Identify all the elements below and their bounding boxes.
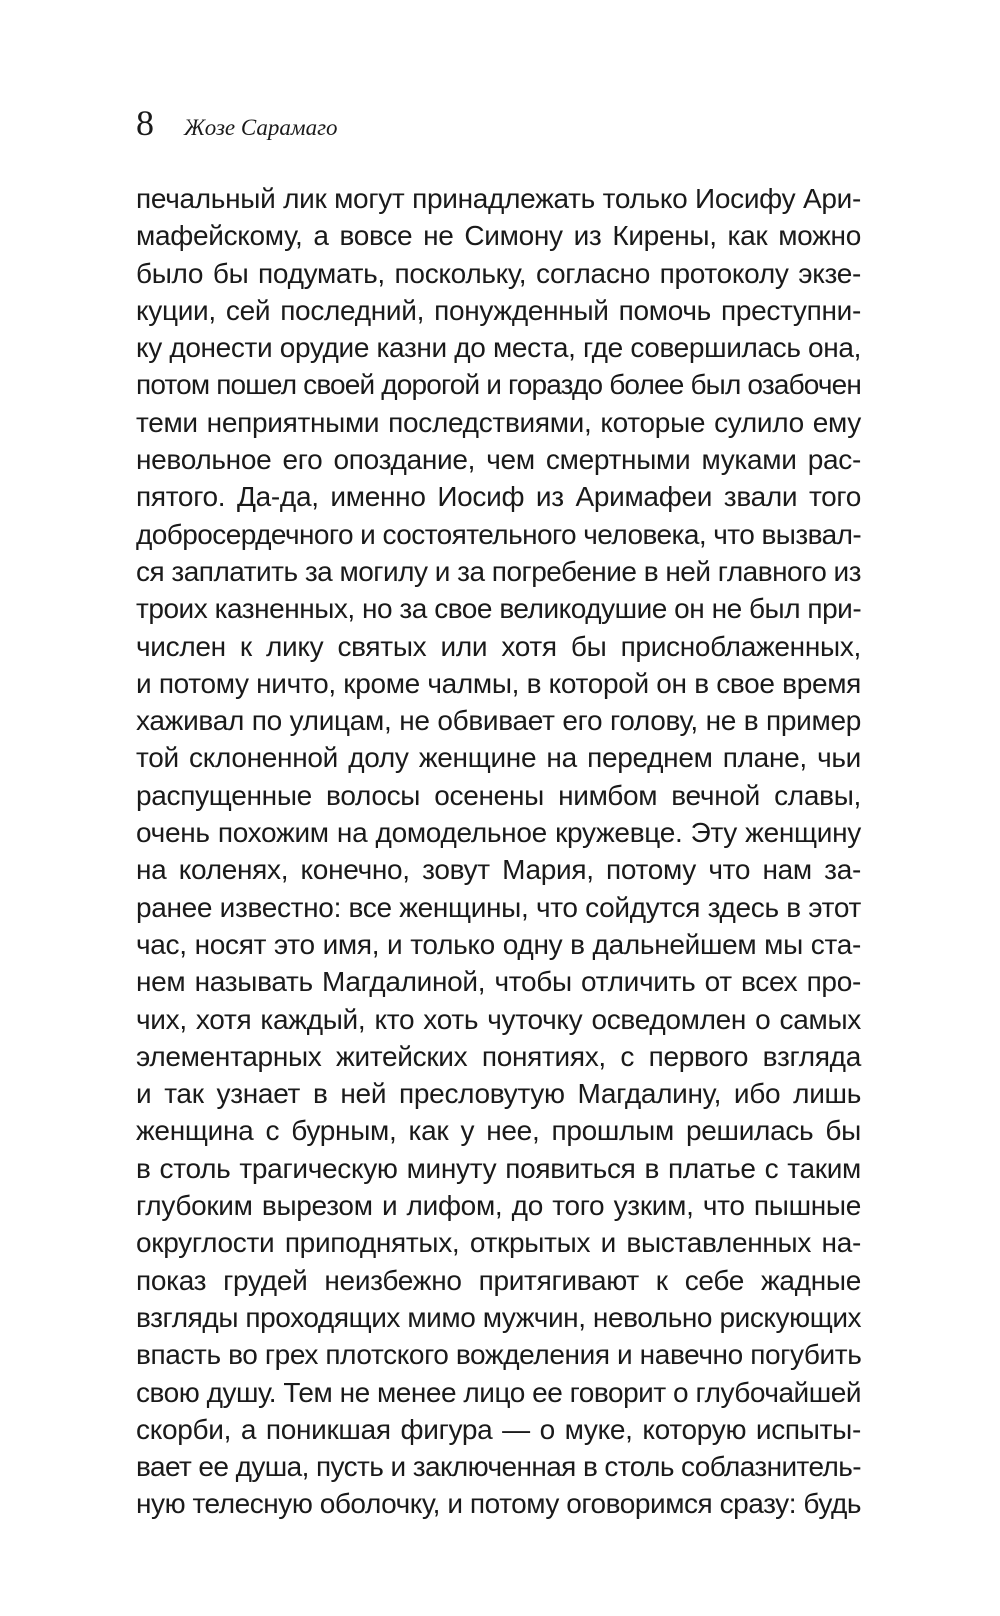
text-line: чих, хотя каждый, кто хоть чуточку осведомлен о самых <box>136 1003 861 1035</box>
text-line: элементарных житейских понятиях, с первого взгляда <box>136 1040 861 1072</box>
text-line: добросердечного и состоятельного человека, что вызвал- <box>136 518 862 550</box>
text-line: троих казненных, но за свое великодушие он не был при- <box>136 593 862 625</box>
text-line: и так узнает в ней пресловутую Магдалину, ибо лишь <box>136 1078 861 1110</box>
text-line: в столь трагическую минуту появиться в платье с таким <box>136 1152 861 1184</box>
text-line: глубоким вырезом и лифом, до того узким, что пышные <box>136 1190 861 1222</box>
text-line: пятого. Да-да, именно Иосиф из Аримафеи звали того <box>136 481 861 513</box>
text-line: взгляды проходящих мимо мужчин, невольно рискующих <box>136 1301 862 1333</box>
text-line: мафейскому, а вовсе не Симону из Кирены, как можно <box>136 220 861 252</box>
text-line: вает ее душа, пусть и заключенная в столь соблазнитель- <box>136 1451 861 1483</box>
text-line: числен к лику святых или хотя бы присноблаженных, <box>136 630 861 662</box>
text-line: свою душу. Тем не менее лицо ее говорит о глубочайшей <box>136 1376 861 1408</box>
text-line: невольное его опоздание, чем смертными муками рас- <box>136 444 861 476</box>
text-line: ся заплатить за могилу и за погребение в ней главного из <box>136 555 861 587</box>
text-line: хаживал по улицам, не обвивает его голову, не в пример <box>136 705 861 737</box>
text-line: распущенные волосы осенены нимбом вечной славы, <box>136 779 861 811</box>
text-line: скорби, а поникшая фигура — о муке, которую испыты- <box>136 1413 861 1445</box>
text-line: женщина с бурным, как у нее, прошлым решилась бы <box>136 1115 861 1147</box>
text-line: потом пошел своей дорогой и гораздо более был озабочен <box>136 369 861 401</box>
text-line: куции, сей последний, понужденный помочь преступни- <box>136 294 861 326</box>
text-line: ную телесную оболочку, и потому оговоримся сразу: будь <box>136 1488 861 1520</box>
text-line: очень похожим на домодельное кружевце. Эту женщину <box>136 817 861 849</box>
running-head <box>136 98 338 148</box>
text-line: нем называть Магдалиной, чтобы отличить от всех про- <box>136 966 861 998</box>
page-number: 8 <box>136 103 154 143</box>
text-line: округлости приподнятых, открытых и выставленных на- <box>136 1227 861 1259</box>
text-line: показ грудей неизбежно притягивают к себе жадные <box>136 1264 861 1296</box>
text-line: теми неприятными последствиями, которые сулило ему <box>136 406 861 438</box>
text-line: ранее известно: все женщины, что сойдутся здесь в этот <box>136 891 861 923</box>
text-line: и потому ничто, кроме чалмы, в которой он в свое время <box>136 667 861 699</box>
body-text <box>136 180 861 1523</box>
text-line: на коленях, конечно, зовут Мария, потому что нам за- <box>136 854 861 886</box>
text-line: той склоненной долу женщине на переднем плане, чьи <box>136 742 861 774</box>
text-line: было бы подумать, поскольку, согласно протоколу экзе- <box>136 257 861 289</box>
text-line: ку донести орудие казни до места, где совершилась она, <box>136 332 861 364</box>
running-head-author: Жозе Сарамаго <box>184 115 338 140</box>
text-line: час, носят это имя, и только одну в дальнейшем мы ста- <box>136 928 861 960</box>
text-line: печальный лик могут принадлежать только Иосифу Ари- <box>136 183 861 214</box>
text-line: впасть во грех плотского вожделения и навечно погубить <box>136 1339 862 1371</box>
